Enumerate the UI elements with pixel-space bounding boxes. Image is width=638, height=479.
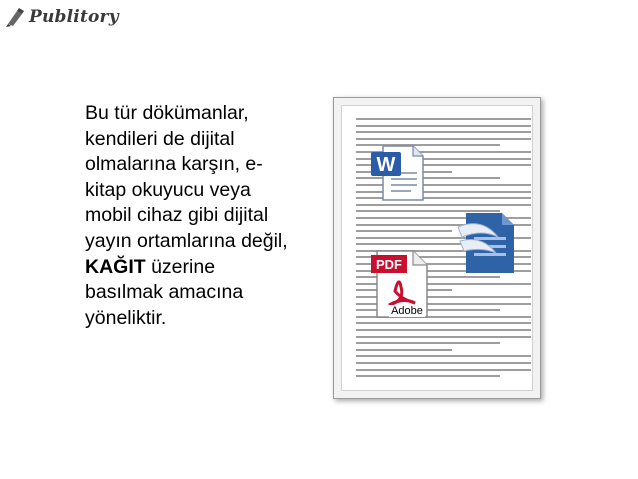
openoffice-document-icon xyxy=(452,207,522,277)
document-text-line xyxy=(356,322,531,324)
word-document-icon xyxy=(369,142,429,202)
document-text-line xyxy=(356,336,531,338)
text-line: basılmak amacına xyxy=(85,281,244,304)
document-text-line xyxy=(356,138,531,140)
document-text-line xyxy=(356,118,531,120)
emphasis-rest: üzerine xyxy=(145,255,216,278)
document-text-line xyxy=(356,375,500,377)
document-text-line xyxy=(356,204,531,206)
document-text-line xyxy=(356,349,452,351)
document-text-line xyxy=(356,369,531,371)
text-line: yöneliktir. xyxy=(85,306,167,329)
pdf-label: PDF xyxy=(376,257,402,272)
document-text-line xyxy=(356,362,531,364)
text-line: Bu tür dökümanlar, xyxy=(85,102,249,124)
document-text-line xyxy=(356,230,452,232)
document-text-line xyxy=(356,342,500,344)
document-text-line xyxy=(356,329,531,331)
brand-name: Publitory xyxy=(29,7,119,27)
slide-body-text xyxy=(85,101,335,331)
text-line: mobil cihaz gibi dijital xyxy=(85,204,269,227)
text-line: yayın ortamlarına değil, xyxy=(85,229,288,252)
emphasis-word: KAĞIT xyxy=(85,255,146,278)
document-text-line xyxy=(356,355,531,357)
document-text-line xyxy=(356,131,531,133)
adobe-label: Adobe xyxy=(391,305,423,317)
text-line: kendileri de dijital xyxy=(85,127,235,150)
pen-nib-icon xyxy=(4,6,26,28)
document-text-line xyxy=(356,125,531,127)
text-line: olmalarına karşın, e- xyxy=(85,153,263,176)
svg-text:W: W xyxy=(376,154,396,176)
brand-logo xyxy=(4,4,119,30)
text-line-emphasis xyxy=(85,255,335,281)
text-line: kitap okuyucu veya xyxy=(85,178,251,201)
